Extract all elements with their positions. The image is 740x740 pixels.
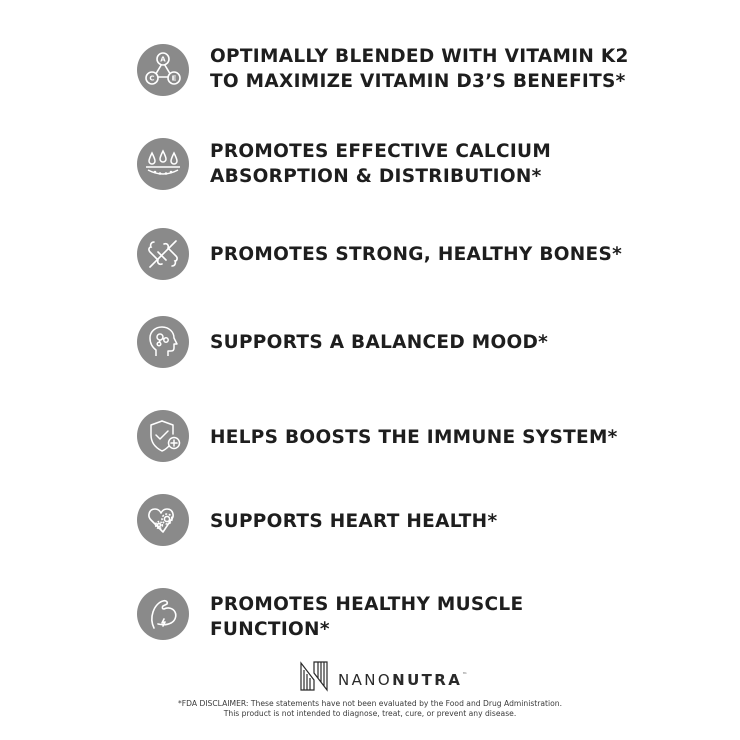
- benefit-line: ABSORPTION & DISTRIBUTION*: [210, 166, 542, 187]
- brand-logo: [299, 660, 468, 694]
- molecule-letter-c: C: [149, 74, 155, 83]
- benefit-line: HELPS BOOSTS THE IMMUNE SYSTEM*: [210, 427, 618, 448]
- disclaimer-line-2: This product is not intended to diagnose, treat, cure, or prevent any disease.: [223, 709, 517, 718]
- flexed-arm-icon: [137, 588, 189, 640]
- vitamin-molecule-icon: [137, 44, 189, 96]
- benefit-line: SUPPORTS A BALANCED MOOD*: [210, 332, 549, 353]
- fda-disclaimer: [120, 699, 620, 719]
- benefit-text: [210, 592, 630, 642]
- benefit-line: PROMOTES HEALTHY MUSCLE: [210, 594, 524, 615]
- benefit-text: [210, 242, 630, 267]
- molecule-letter-a: A: [160, 55, 166, 64]
- brain-head-icon: [137, 316, 189, 368]
- benefit-text: [210, 509, 630, 534]
- disclaimer-line-1: *FDA DISCLAIMER: These statements have not been evaluated by the Food and Drug Administration.: [177, 699, 563, 708]
- brand-name-part1: NANO: [338, 671, 393, 689]
- brand-name: [338, 671, 467, 689]
- brand-name-part2: NUTRA: [392, 671, 463, 689]
- benefit-line: FUNCTION*: [210, 619, 330, 640]
- benefit-line: PROMOTES EFFECTIVE CALCIUM: [210, 141, 552, 162]
- absorption-drops-icon: [137, 138, 189, 190]
- heart-gears-icon: [137, 494, 189, 546]
- benefit-line: SUPPORTS HEART HEALTH*: [210, 511, 498, 532]
- benefit-text: [210, 44, 630, 94]
- shield-check-icon: [137, 410, 189, 462]
- molecule-letter-e: E: [171, 74, 177, 83]
- nanonutra-n-logo-icon: [299, 660, 329, 692]
- benefit-line: OPTIMALLY BLENDED WITH VITAMIN K2: [210, 46, 629, 67]
- bone-icon: [137, 228, 189, 280]
- benefit-text: [210, 330, 630, 355]
- trademark-symbol: ™: [462, 672, 468, 678]
- benefit-text: [210, 425, 630, 450]
- benefit-text: [210, 139, 630, 189]
- benefit-line: TO MAXIMIZE VITAMIN D3’S BENEFITS*: [210, 71, 626, 92]
- benefit-line: PROMOTES STRONG, HEALTHY BONES*: [210, 244, 623, 265]
